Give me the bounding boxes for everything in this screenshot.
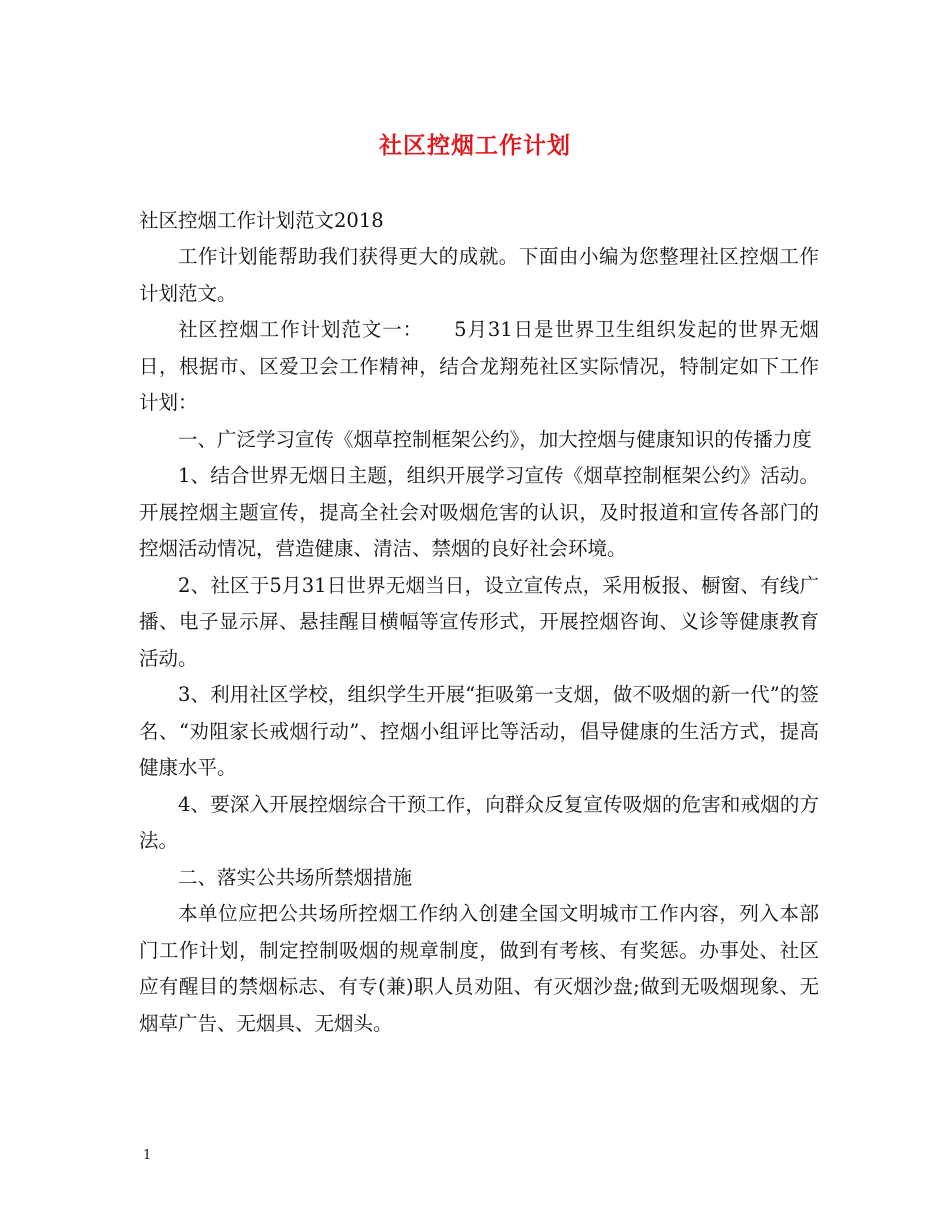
- paragraph-public-places: 本单位应把公共场所控烟工作纳入创建全国文明城市工作内容，列入本部门工作计划，制定控制吸烟的规章制度，做到有考核、有奖惩。办事处、社区应有醒目的禁烟标志、有专(兼)职人员劝阻、有灭烟沙盘;做到无吸烟现象、无烟草广告、无烟具、无烟头。: [139, 902, 819, 1035]
- document-body: [139, 239, 819, 1042]
- paragraph-plan-one: 社区控烟工作计划范文一： 5月31日是世界卫生组织发起的世界无烟日，根据市、区爱卫会工作精神，结合龙翔苑社区实际情况，特制定如下工作计划：: [139, 318, 819, 414]
- page-number: 1: [143, 1148, 152, 1163]
- paragraph-item-4: 4、要深入开展控烟综合干预工作，向群众反复宣传吸烟的危害和戒烟的方法。: [139, 792, 819, 852]
- document-subtitle: 社区控烟工作计划范文2018: [139, 209, 384, 232]
- section-heading-2: 二、落实公共场所禁烟措施: [178, 865, 413, 889]
- paragraph-item-1: 1、结合世界无烟日主题，组织开展学习宣传《烟草控制框架公约》活动。开展控烟主题宣传，提高全社会对吸烟危害的认识，及时报道和宣传各部门的控烟活动情况，营造健康、清洁、禁烟的良好社会环境。: [139, 464, 819, 560]
- paragraph-item-2: 2、社区于5月31日世界无烟当日，设立宣传点，采用板报、橱窗、有线广播、电子显示屏、悬挂醒目横幅等宣传形式，开展控烟咨询、义诊等健康教育活动。: [139, 573, 819, 670]
- section-heading-1: 一、广泛学习宣传《烟草控制框架公约》，加大控烟与健康知识的传播力度: [178, 427, 812, 451]
- paragraph-intro: 工作计划能帮助我们获得更大的成就。下面由小编为您整理社区控烟工作计划范文。: [139, 245, 819, 305]
- page-title: 社区控烟工作计划: [379, 132, 571, 159]
- paragraph-item-3: 3、利用社区学校，组织学生开展“拒吸第一支烟，做不吸烟的新一代”的签名、“劝阻家长戒烟行动”、控烟小组评比等活动，倡导健康的生活方式，提高健康水平。: [139, 683, 819, 779]
